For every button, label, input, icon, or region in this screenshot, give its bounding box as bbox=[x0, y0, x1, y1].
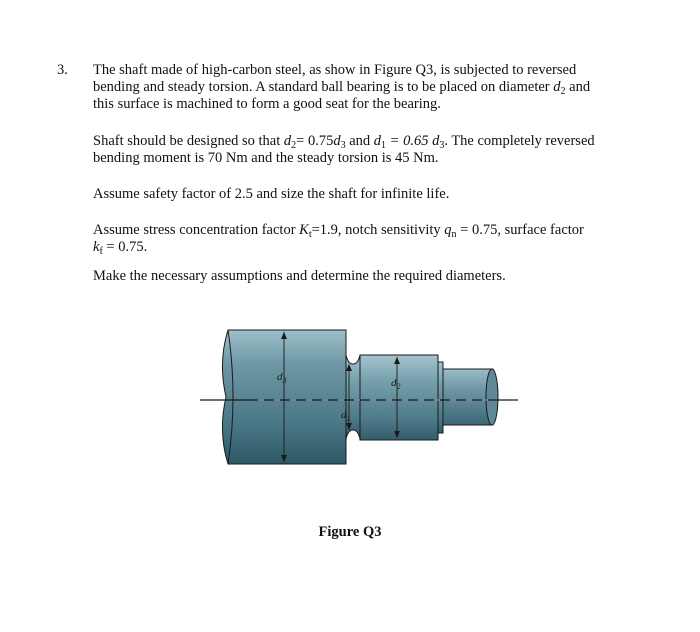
p2-line2: bending moment is 70 Nm and the steady torsion is 45 Nm. bbox=[93, 150, 439, 166]
shaft-end-face bbox=[486, 369, 498, 425]
paragraph-safety-factor: Assume safety factor of 2.5 and size the shaft for infinite life. bbox=[93, 186, 450, 202]
p1-line1: The shaft made of high-carbon steel, as show in Figure Q3, is subjected to reversed bbox=[93, 62, 577, 78]
p1-line3: this surface is machined to form a good seat for the bearing. bbox=[93, 96, 441, 112]
p4-line1: Assume stress concentration factor $K_t=1.9$, notch sensitivity $q_n = 0.75$, surface factor bbox=[93, 222, 584, 240]
shaft-figure bbox=[198, 322, 523, 472]
p1-line2: bending and steady torsion. A standard ball bearing is to be placed on diameter $d_2$ and bbox=[93, 79, 591, 97]
paragraph-design-ratio bbox=[93, 133, 649, 167]
label-d3: $d_3$ bbox=[277, 371, 287, 385]
label-d1: $d_1$ bbox=[341, 409, 351, 423]
question-number: 3. bbox=[57, 62, 68, 78]
p2-line1: Shaft should be designed so that $d_2= 0.75d_3$ and $d_1 = 0.65$ $d_3$. The completely reversed bbox=[93, 133, 595, 151]
p4-line2: $k_f = 0.75$. bbox=[93, 239, 148, 257]
paragraph-instructions: Make the necessary assumptions and determine the required diameters. bbox=[93, 268, 506, 284]
shaft-section-d2 bbox=[360, 355, 438, 440]
label-d2: $d_2$ bbox=[391, 377, 401, 391]
shaft-step bbox=[438, 362, 443, 433]
figure-caption: Figure Q3 bbox=[318, 524, 382, 540]
paragraph-factors bbox=[93, 222, 649, 256]
paragraph-problem-statement bbox=[93, 62, 649, 113]
